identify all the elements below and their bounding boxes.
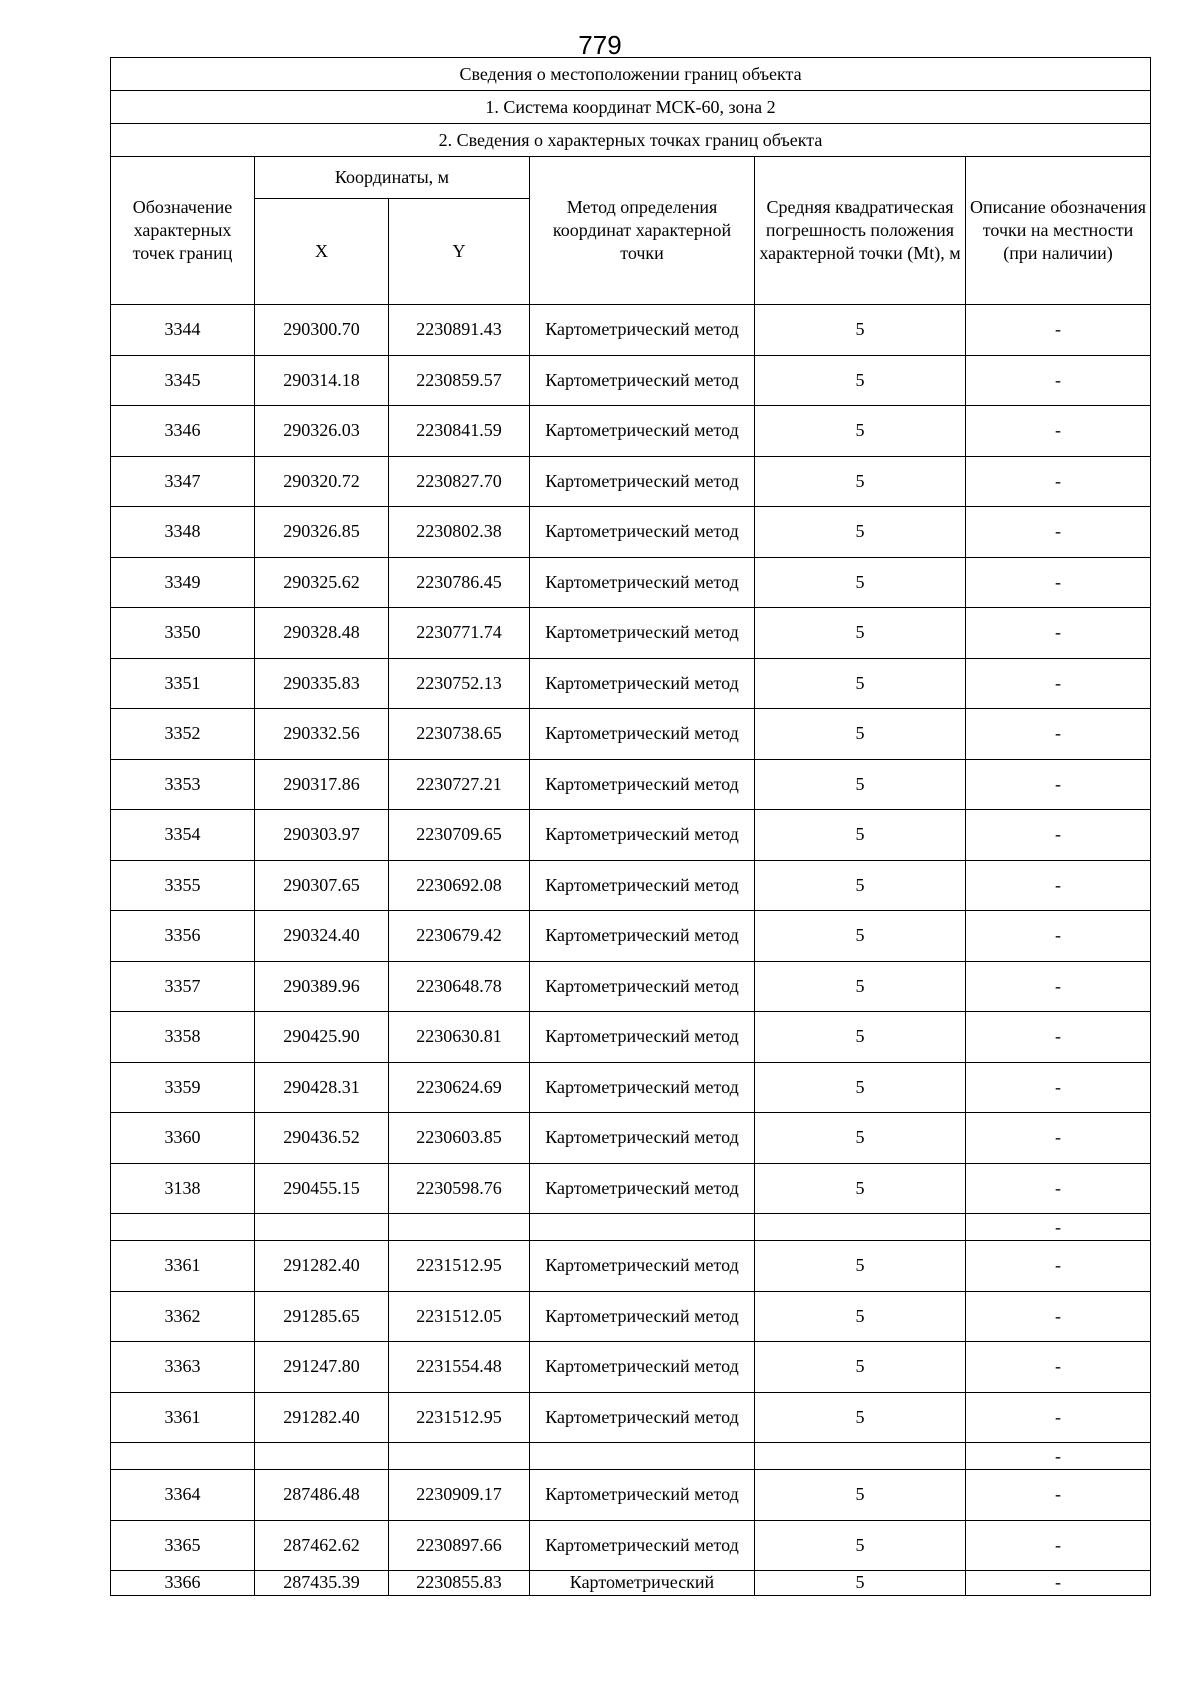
cell-method: Картометрический метод xyxy=(530,759,755,810)
cell-error: 5 xyxy=(755,961,966,1012)
cell-method xyxy=(530,1214,755,1241)
cell-point: 3350 xyxy=(111,608,255,659)
cell-y xyxy=(389,1214,530,1241)
table-row xyxy=(111,1291,1151,1342)
cell-description: - xyxy=(966,305,1151,356)
cell-y: 2230738.65 xyxy=(389,709,530,760)
table-row xyxy=(111,608,1151,659)
cell-y: 2230598.76 xyxy=(389,1163,530,1214)
cell-x: 290425.90 xyxy=(255,1012,389,1063)
cell-x: 290300.70 xyxy=(255,305,389,356)
cell-x: 290335.83 xyxy=(255,658,389,709)
cell-description: - xyxy=(966,961,1151,1012)
cell-method: Картометрический метод xyxy=(530,1342,755,1393)
cell-method: Картометрический метод xyxy=(530,1062,755,1113)
header-method: Метод определения координат характерной точки xyxy=(530,157,755,305)
cell-description: - xyxy=(966,406,1151,457)
cell-x: 287486.48 xyxy=(255,1470,389,1521)
cell-y: 2230802.38 xyxy=(389,507,530,558)
cell-x: 290326.03 xyxy=(255,406,389,457)
cell-description: - xyxy=(966,1062,1151,1113)
cell-error xyxy=(755,1214,966,1241)
cell-description: - xyxy=(966,1113,1151,1164)
cell-error: 5 xyxy=(755,406,966,457)
cell-error: 5 xyxy=(755,305,966,356)
cell-error: 5 xyxy=(755,1571,966,1596)
cell-point: 3344 xyxy=(111,305,255,356)
cell-point: 3356 xyxy=(111,911,255,962)
points-section-title: 2. Сведения о характерных точках границ объекта xyxy=(111,124,1151,157)
cell-description: - xyxy=(966,1163,1151,1214)
cell-y: 2230909.17 xyxy=(389,1470,530,1521)
cell-method: Картометрический метод xyxy=(530,860,755,911)
cell-point: 3355 xyxy=(111,860,255,911)
cell-point: 3362 xyxy=(111,1291,255,1342)
table-title: Сведения о местоположении границ объекта xyxy=(111,58,1151,91)
header-error: Средняя квадратическая погрешность положения характерной точки (Mt), м xyxy=(755,157,966,305)
cell-method: Картометрический метод xyxy=(530,456,755,507)
cell-method: Картометрический метод xyxy=(530,810,755,861)
cell-method: Картометрический метод xyxy=(530,1012,755,1063)
cell-y: 2231512.95 xyxy=(389,1241,530,1292)
cell-y: 2230859.57 xyxy=(389,355,530,406)
cell-description: - xyxy=(966,860,1151,911)
cell-description: - xyxy=(966,759,1151,810)
cell-description: - xyxy=(966,1470,1151,1521)
cell-point: 3364 xyxy=(111,1470,255,1521)
cell-x: 290325.62 xyxy=(255,557,389,608)
cell-description: - xyxy=(966,456,1151,507)
cell-y: 2230630.81 xyxy=(389,1012,530,1063)
cell-y: 2230891.43 xyxy=(389,305,530,356)
cell-description: - xyxy=(966,507,1151,558)
cell-y: 2230841.59 xyxy=(389,406,530,457)
cell-point: 3352 xyxy=(111,709,255,760)
cell-point: 3354 xyxy=(111,810,255,861)
cell-y: 2230786.45 xyxy=(389,557,530,608)
cell-y: 2230679.42 xyxy=(389,911,530,962)
cell-point: 3366 xyxy=(111,1571,255,1596)
cell-x: 290326.85 xyxy=(255,507,389,558)
cell-method: Картометрический xyxy=(530,1571,755,1596)
cell-y: 2230709.65 xyxy=(389,810,530,861)
cell-point: 3363 xyxy=(111,1342,255,1393)
cell-point: 3357 xyxy=(111,961,255,1012)
cell-error: 5 xyxy=(755,608,966,659)
cell-point: 3361 xyxy=(111,1392,255,1443)
table-row xyxy=(111,507,1151,558)
cell-x: 290317.86 xyxy=(255,759,389,810)
cell-error: 5 xyxy=(755,1291,966,1342)
cell-error: 5 xyxy=(755,911,966,962)
cell-method: Картометрический метод xyxy=(530,1241,755,1292)
header-x: X xyxy=(255,199,389,305)
cell-method: Картометрический метод xyxy=(530,406,755,457)
cell-y: 2230855.83 xyxy=(389,1571,530,1596)
cell-point: 3138 xyxy=(111,1163,255,1214)
cell-x: 290320.72 xyxy=(255,456,389,507)
cell-description: - xyxy=(966,709,1151,760)
cell-x: 290303.97 xyxy=(255,810,389,861)
cell-method: Картометрический метод xyxy=(530,507,755,558)
cell-error: 5 xyxy=(755,1470,966,1521)
table-row xyxy=(111,1571,1151,1596)
cell-x: 290328.48 xyxy=(255,608,389,659)
cell-x: 291285.65 xyxy=(255,1291,389,1342)
cell-y: 2230648.78 xyxy=(389,961,530,1012)
cell-error: 5 xyxy=(755,1163,966,1214)
table-row xyxy=(111,406,1151,457)
cell-error: 5 xyxy=(755,1342,966,1393)
cell-method: Картометрический метод xyxy=(530,911,755,962)
cell-y: 2231554.48 xyxy=(389,1342,530,1393)
cell-error: 5 xyxy=(755,709,966,760)
cell-point: 3359 xyxy=(111,1062,255,1113)
cell-point xyxy=(111,1443,255,1470)
cell-point: 3347 xyxy=(111,456,255,507)
cell-description: - xyxy=(966,1392,1151,1443)
cell-method: Картометрический метод xyxy=(530,1470,755,1521)
table-row xyxy=(111,1062,1151,1113)
cell-x: 290332.56 xyxy=(255,709,389,760)
cell-error: 5 xyxy=(755,1012,966,1063)
cell-x: 290307.65 xyxy=(255,860,389,911)
cell-x: 290324.40 xyxy=(255,911,389,962)
cell-x: 291282.40 xyxy=(255,1241,389,1292)
table-row xyxy=(111,1520,1151,1571)
cell-description: - xyxy=(966,355,1151,406)
cell-x: 291247.80 xyxy=(255,1342,389,1393)
cell-y: 2230752.13 xyxy=(389,658,530,709)
page-number: 779 xyxy=(578,30,622,60)
cell-error: 5 xyxy=(755,810,966,861)
header-point: Обозначение характерных точек границ xyxy=(111,157,255,305)
cell-method: Картометрический метод xyxy=(530,658,755,709)
cell-method: Картометрический метод xyxy=(530,961,755,1012)
cell-x: 290455.15 xyxy=(255,1163,389,1214)
table-row xyxy=(111,1392,1151,1443)
cell-description: - xyxy=(966,911,1151,962)
cell-point: 3351 xyxy=(111,658,255,709)
cell-y: 2230624.69 xyxy=(389,1062,530,1113)
cell-method: Картометрический метод xyxy=(530,709,755,760)
cell-description: - xyxy=(966,1241,1151,1292)
table-row xyxy=(111,1113,1151,1164)
cell-error: 5 xyxy=(755,507,966,558)
cell-method: Картометрический метод xyxy=(530,355,755,406)
cell-method: Картометрический метод xyxy=(530,1520,755,1571)
cell-description: - xyxy=(966,1342,1151,1393)
cell-point: 3346 xyxy=(111,406,255,457)
cell-error: 5 xyxy=(755,1241,966,1292)
cell-x: 290389.96 xyxy=(255,961,389,1012)
header-description: Описание обозначения точки на местности (при наличии) xyxy=(966,157,1151,305)
cell-y: 2230603.85 xyxy=(389,1113,530,1164)
cell-y: 2230692.08 xyxy=(389,860,530,911)
table-row xyxy=(111,456,1151,507)
cell-x: 290428.31 xyxy=(255,1062,389,1113)
cell-description: - xyxy=(966,810,1151,861)
cell-point: 3358 xyxy=(111,1012,255,1063)
table-row xyxy=(111,1214,1151,1241)
cell-method: Картометрический метод xyxy=(530,1113,755,1164)
cell-point: 3360 xyxy=(111,1113,255,1164)
cell-x xyxy=(255,1443,389,1470)
table-body xyxy=(111,305,1151,1596)
cell-description: - xyxy=(966,1571,1151,1596)
table-row xyxy=(111,1241,1151,1292)
cell-error: 5 xyxy=(755,557,966,608)
cell-point: 3345 xyxy=(111,355,255,406)
boundary-points-table xyxy=(110,57,1151,1596)
cell-error: 5 xyxy=(755,1113,966,1164)
table-row xyxy=(111,860,1151,911)
cell-error: 5 xyxy=(755,1520,966,1571)
cell-error: 5 xyxy=(755,658,966,709)
table-row xyxy=(111,709,1151,760)
cell-x xyxy=(255,1214,389,1241)
cell-y: 2231512.05 xyxy=(389,1291,530,1342)
table-row xyxy=(111,911,1151,962)
table-row xyxy=(111,355,1151,406)
cell-point: 3353 xyxy=(111,759,255,810)
cell-error: 5 xyxy=(755,860,966,911)
cell-point: 3365 xyxy=(111,1520,255,1571)
table-row xyxy=(111,1012,1151,1063)
cell-error: 5 xyxy=(755,1392,966,1443)
table-row xyxy=(111,1163,1151,1214)
cell-error xyxy=(755,1443,966,1470)
cell-error: 5 xyxy=(755,1062,966,1113)
cell-y: 2230827.70 xyxy=(389,456,530,507)
cell-x: 287462.62 xyxy=(255,1520,389,1571)
cell-y: 2230897.66 xyxy=(389,1520,530,1571)
cell-method: Картометрический метод xyxy=(530,1163,755,1214)
cell-method: Картометрический метод xyxy=(530,557,755,608)
cell-error: 5 xyxy=(755,456,966,507)
cell-method: Картометрический метод xyxy=(530,1392,755,1443)
cell-description: - xyxy=(966,658,1151,709)
cell-method: Картометрический метод xyxy=(530,1291,755,1342)
cell-x: 290436.52 xyxy=(255,1113,389,1164)
header-coords: Координаты, м xyxy=(255,157,530,199)
cell-description: - xyxy=(966,1214,1151,1241)
cell-x: 287435.39 xyxy=(255,1571,389,1596)
table-row xyxy=(111,1443,1151,1470)
cell-description: - xyxy=(966,1291,1151,1342)
cell-y xyxy=(389,1443,530,1470)
table-row xyxy=(111,557,1151,608)
cell-point: 3361 xyxy=(111,1241,255,1292)
table-row xyxy=(111,810,1151,861)
cell-description: - xyxy=(966,1443,1151,1470)
coordinate-system-title: 1. Система координат МСК-60, зона 2 xyxy=(111,91,1151,124)
cell-point: 3348 xyxy=(111,507,255,558)
cell-x: 290314.18 xyxy=(255,355,389,406)
cell-y: 2231512.95 xyxy=(389,1392,530,1443)
cell-y: 2230771.74 xyxy=(389,608,530,659)
cell-description: - xyxy=(966,1012,1151,1063)
cell-error: 5 xyxy=(755,759,966,810)
header-y: Y xyxy=(389,199,530,305)
table-row xyxy=(111,1470,1151,1521)
table-row xyxy=(111,658,1151,709)
cell-error: 5 xyxy=(755,355,966,406)
cell-description: - xyxy=(966,557,1151,608)
cell-method: Картометрический метод xyxy=(530,608,755,659)
table-row xyxy=(111,1342,1151,1393)
cell-y: 2230727.21 xyxy=(389,759,530,810)
cell-description: - xyxy=(966,608,1151,659)
cell-method: Картометрический метод xyxy=(530,305,755,356)
cell-description: - xyxy=(966,1520,1151,1571)
table-row xyxy=(111,759,1151,810)
cell-point: 3349 xyxy=(111,557,255,608)
cell-x: 291282.40 xyxy=(255,1392,389,1443)
cell-method xyxy=(530,1443,755,1470)
cell-point xyxy=(111,1214,255,1241)
table-row xyxy=(111,305,1151,356)
table-row xyxy=(111,961,1151,1012)
